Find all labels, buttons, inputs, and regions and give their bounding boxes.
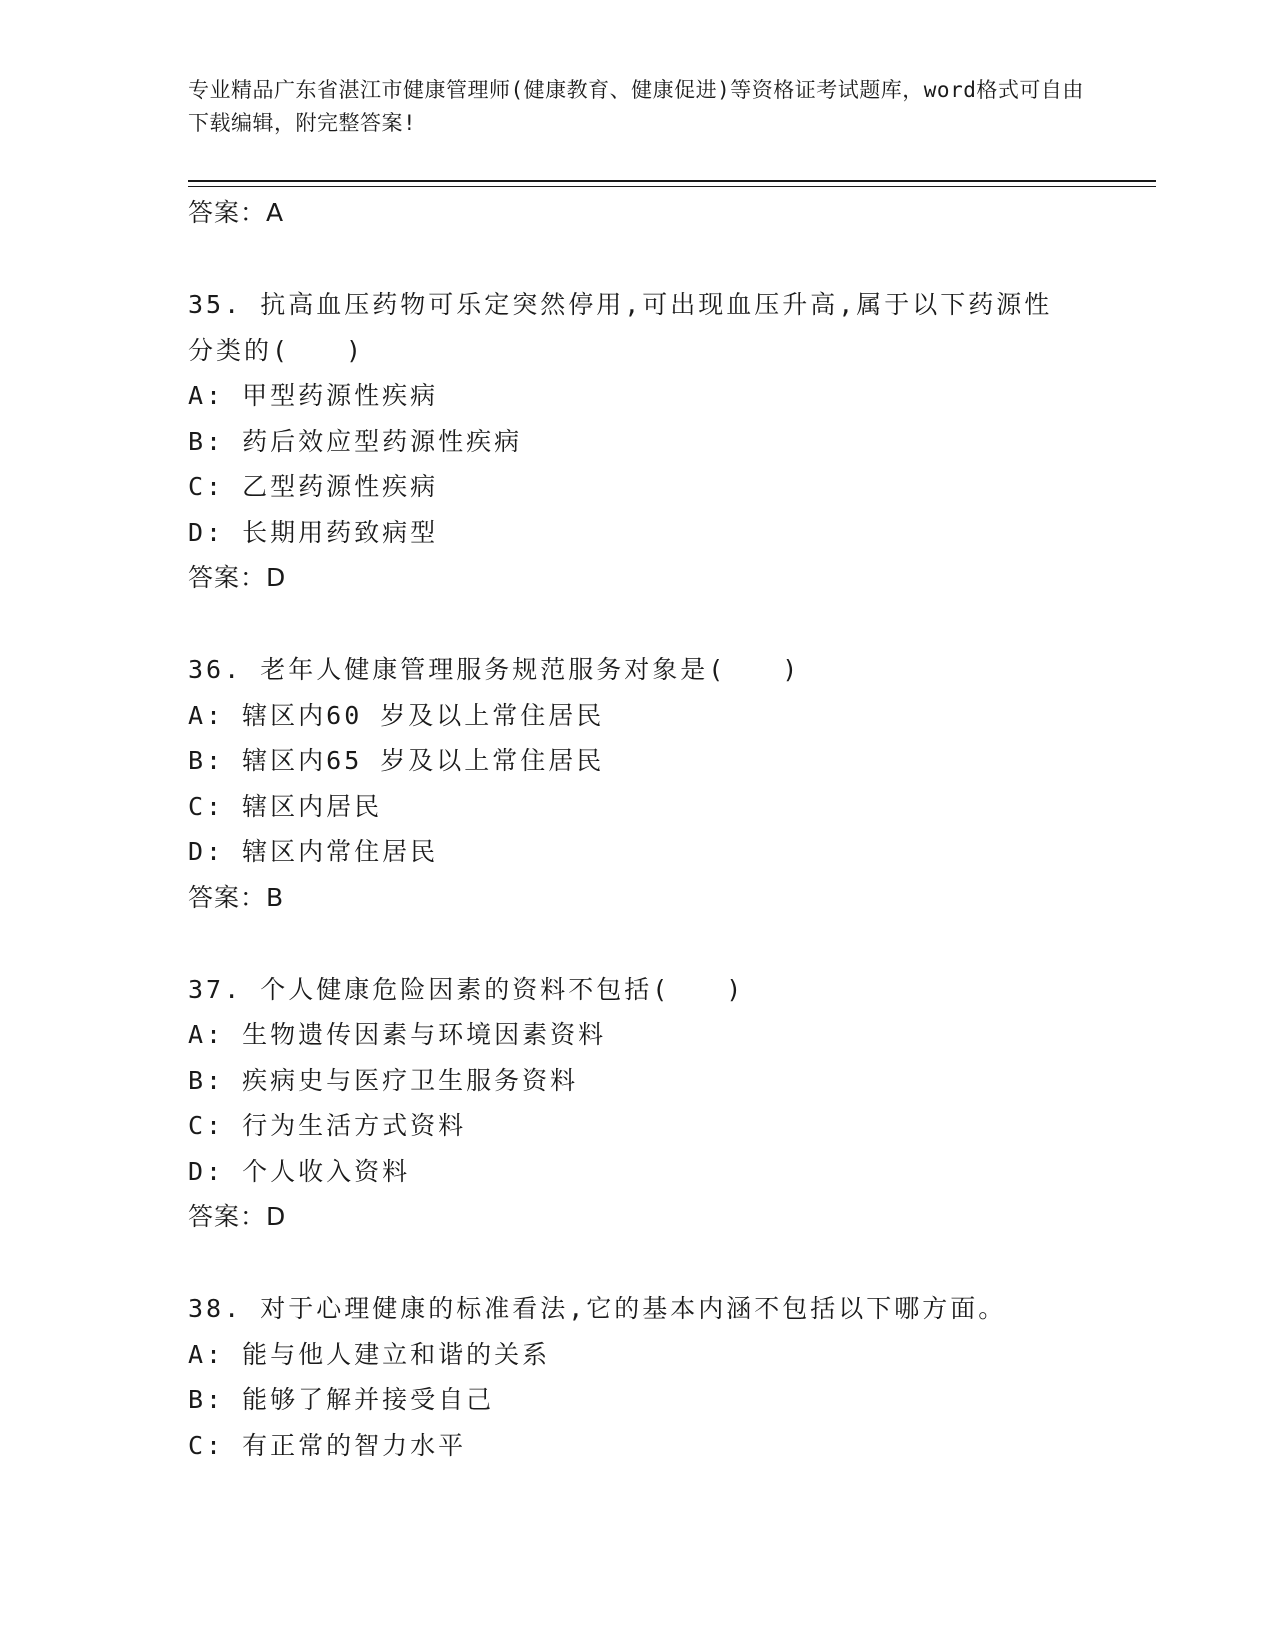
option-b: B: 辖区内65 岁及以上常住居民 (188, 746, 605, 775)
option-c: C: 有正常的智力水平 (188, 1430, 467, 1460)
question-stem: 35. 抗高血压药物可乐定突然停用,可出现血压升高,属于以下药源性 (188, 290, 1053, 319)
header-text: 专业精品广东省湛江市健康管理师(健康教育、健康促进)等资格证考试题库，word格式可自由下载编辑，附完整答案! (188, 78, 1084, 135)
header-rule-thick (188, 180, 1156, 182)
option-c: C: 行为生活方式资料 (188, 1111, 467, 1140)
question-37 (188, 967, 1088, 1241)
option-b: B: 药后效应型药源性疾病 (188, 426, 523, 456)
option-c: C: 乙型药源性疾病 (188, 472, 439, 501)
option-a: A: 能与他人建立和谐的关系 (188, 1339, 551, 1369)
question-stem: 37. 个人健康危险因素的资料不包括( ) (188, 974, 745, 1004)
document-header (188, 74, 1088, 140)
question-list (188, 190, 1088, 1468)
question-answer: 答案：D (188, 563, 287, 592)
option-a: A: 辖区内60 岁及以上常住居民 (188, 700, 605, 730)
question-35 (188, 282, 1088, 601)
option-b: B: 能够了解并接受自己 (188, 1385, 495, 1414)
question-stem: 38. 对于心理健康的标准看法,它的基本内涵不包括以下哪方面。 (188, 1294, 1007, 1323)
option-b: B: 疾病史与医疗卫生服务资料 (188, 1065, 579, 1095)
option-d: D: 辖区内常住居民 (188, 837, 439, 866)
question-answer: 答案：B (188, 882, 285, 912)
question-answer: 答案：D (188, 1202, 287, 1231)
question-38 (188, 1286, 1088, 1468)
question-stem-cont: 分类的( ) (188, 335, 365, 365)
question-36 (188, 647, 1088, 921)
question-stem: 36. 老年人健康管理服务规范服务对象是( ) (188, 655, 801, 684)
option-d: D: 长期用药致病型 (188, 517, 439, 547)
option-d: D: 个人收入资料 (188, 1156, 411, 1186)
option-a: A: 生物遗传因素与环境因素资料 (188, 1020, 607, 1049)
header-rule-thin (188, 186, 1156, 187)
option-c: C: 辖区内居民 (188, 791, 383, 821)
option-a: A: 甲型药源性疾病 (188, 381, 439, 410)
previous-answer: 答案：A (188, 198, 285, 227)
